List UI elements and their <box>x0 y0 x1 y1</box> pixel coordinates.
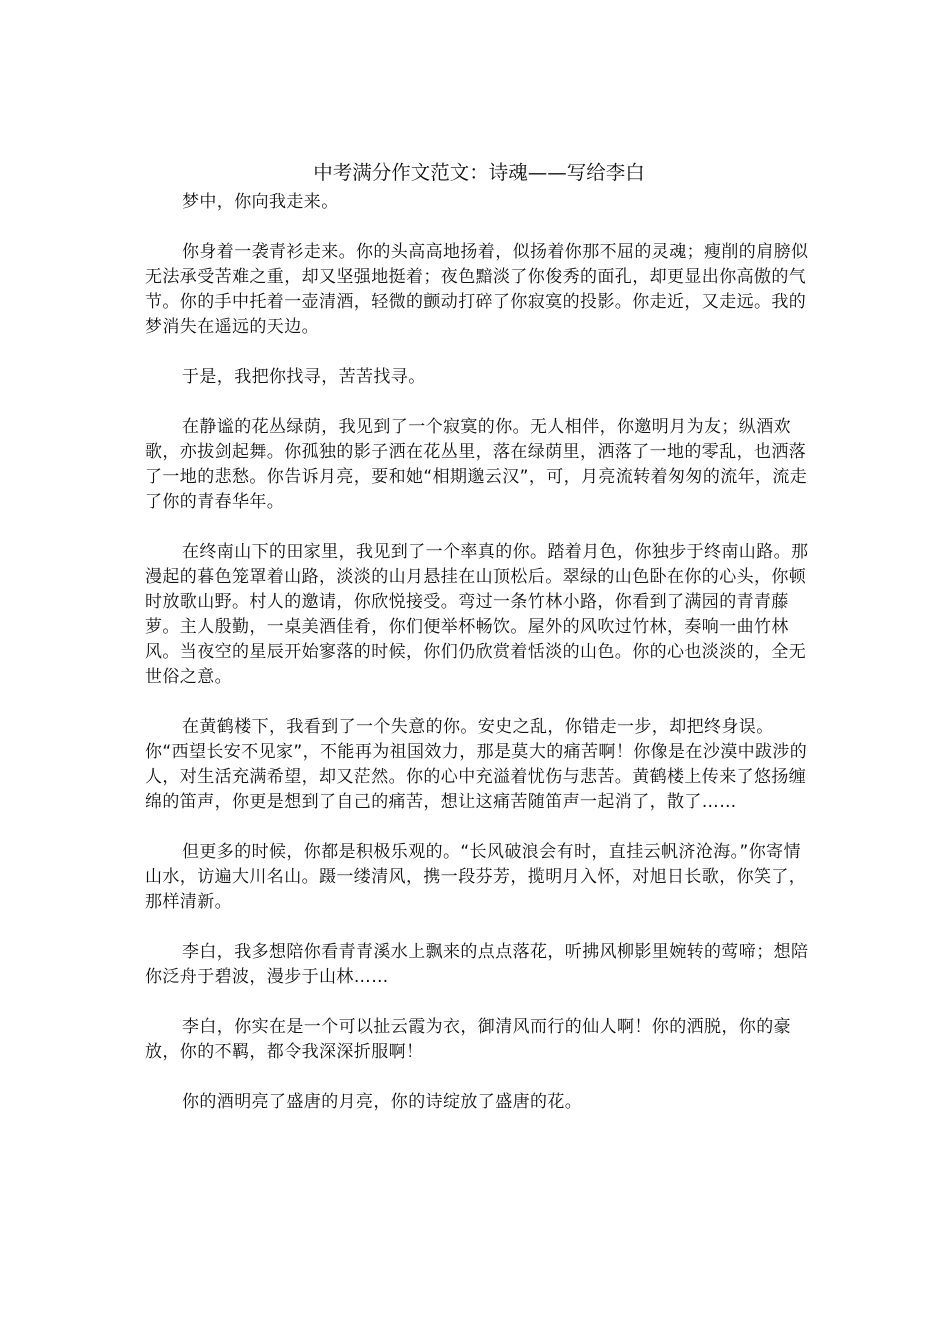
document-page <box>145 158 813 1140</box>
paragraph: 在终南山下的田家里，我见到了一个率真的你。踏着月色，你独步于终南山路。那漫起的暮色笼罩着山路，淡淡的山月悬挂在山顶松后。翠绿的山色卧在你的心头，你顿时放歌山野。村人的邀请，你欣悦接受。弯过一条竹林小路，你看到了满园的青青藤萝。主人殷勤，一桌美酒佳肴，你们便举杯畅饮。屋外的风吹过竹林，奏响一曲竹林风。当夜空的星辰开始寥落的时候，你们仍欣赏着恬淡的山色。你的心也淡淡的，全无世俗之意。 <box>145 542 809 687</box>
paragraph: 你的酒明亮了盛唐的月亮，你的诗绽放了盛唐的花。 <box>182 1092 583 1112</box>
paragraph: 于是，我把你找寻，苦苦找寻。 <box>182 367 426 387</box>
paragraph: 李白，你实在是一个可以扯云霞为衣，御清风而行的仙人啊！你的洒脱，你的豪放，你的不羁，都令我深深折服啊！ <box>145 1017 791 1062</box>
paragraph: 在黄鹤楼下，我看到了一个失意的你。安史之乱，你错走一步，却把终身误。你“西望长安不见家”，不能再为祖国效力，那是莫大的痛苦啊！你像是在沙漠中跋涉的人，对生活充满希望，却又茫然。你的心中充溢着忧伤与悲苦。黄鹤楼上传来了悠扬缠绵的笛声，你更是想到了自己的痛苦，想让这痛苦随笛声一起消了，散了…… <box>145 717 808 812</box>
paragraph: 梦中，你向我走来。 <box>182 192 339 212</box>
paragraph: 李白，我多想陪你看青青溪水上飘来的点点落花，听拂风柳影里婉转的莺啼；想陪你泛舟于碧波，漫步于山林…… <box>145 942 809 987</box>
paragraph: 但更多的时候，你都是积极乐观的。“长风破浪会有时，直挂云帆济沧海。”你寄情山水，访遍大川名山。蹑一缕清风，携一段芬芳，揽明月入怀，对旭日长歌，你笑了，那样清新。 <box>145 842 807 912</box>
document-title: 中考满分作文范文：诗魂——写给李白 <box>313 161 645 184</box>
paragraph: 你身着一袭青衫走来。你的头高高地扬着，似扬着你那不屈的灵魂；瘦削的肩膀似无法承受苦难之重，却又坚强地挺着；夜色黯淡了你俊秀的面孔，却更显出你高傲的气节。你的手中托着一壶清酒，轻微的颤动打碎了你寂寞的投影。你走近，又走远。我的梦消失在遥远的天边。 <box>145 242 809 337</box>
paragraph: 在静谧的花丛绿荫，我见到了一个寂寞的你。无人相伴，你邀明月为友；纵酒欢歌，亦拔剑起舞。你孤独的影子洒在花丛里，落在绿荫里，洒落了一地的零乱，也洒落了一地的悲愁。你告诉月亮，要和她“相期邈云汉”，可，月亮流转着匆匆的流年，流走了你的青春华年。 <box>145 417 808 512</box>
